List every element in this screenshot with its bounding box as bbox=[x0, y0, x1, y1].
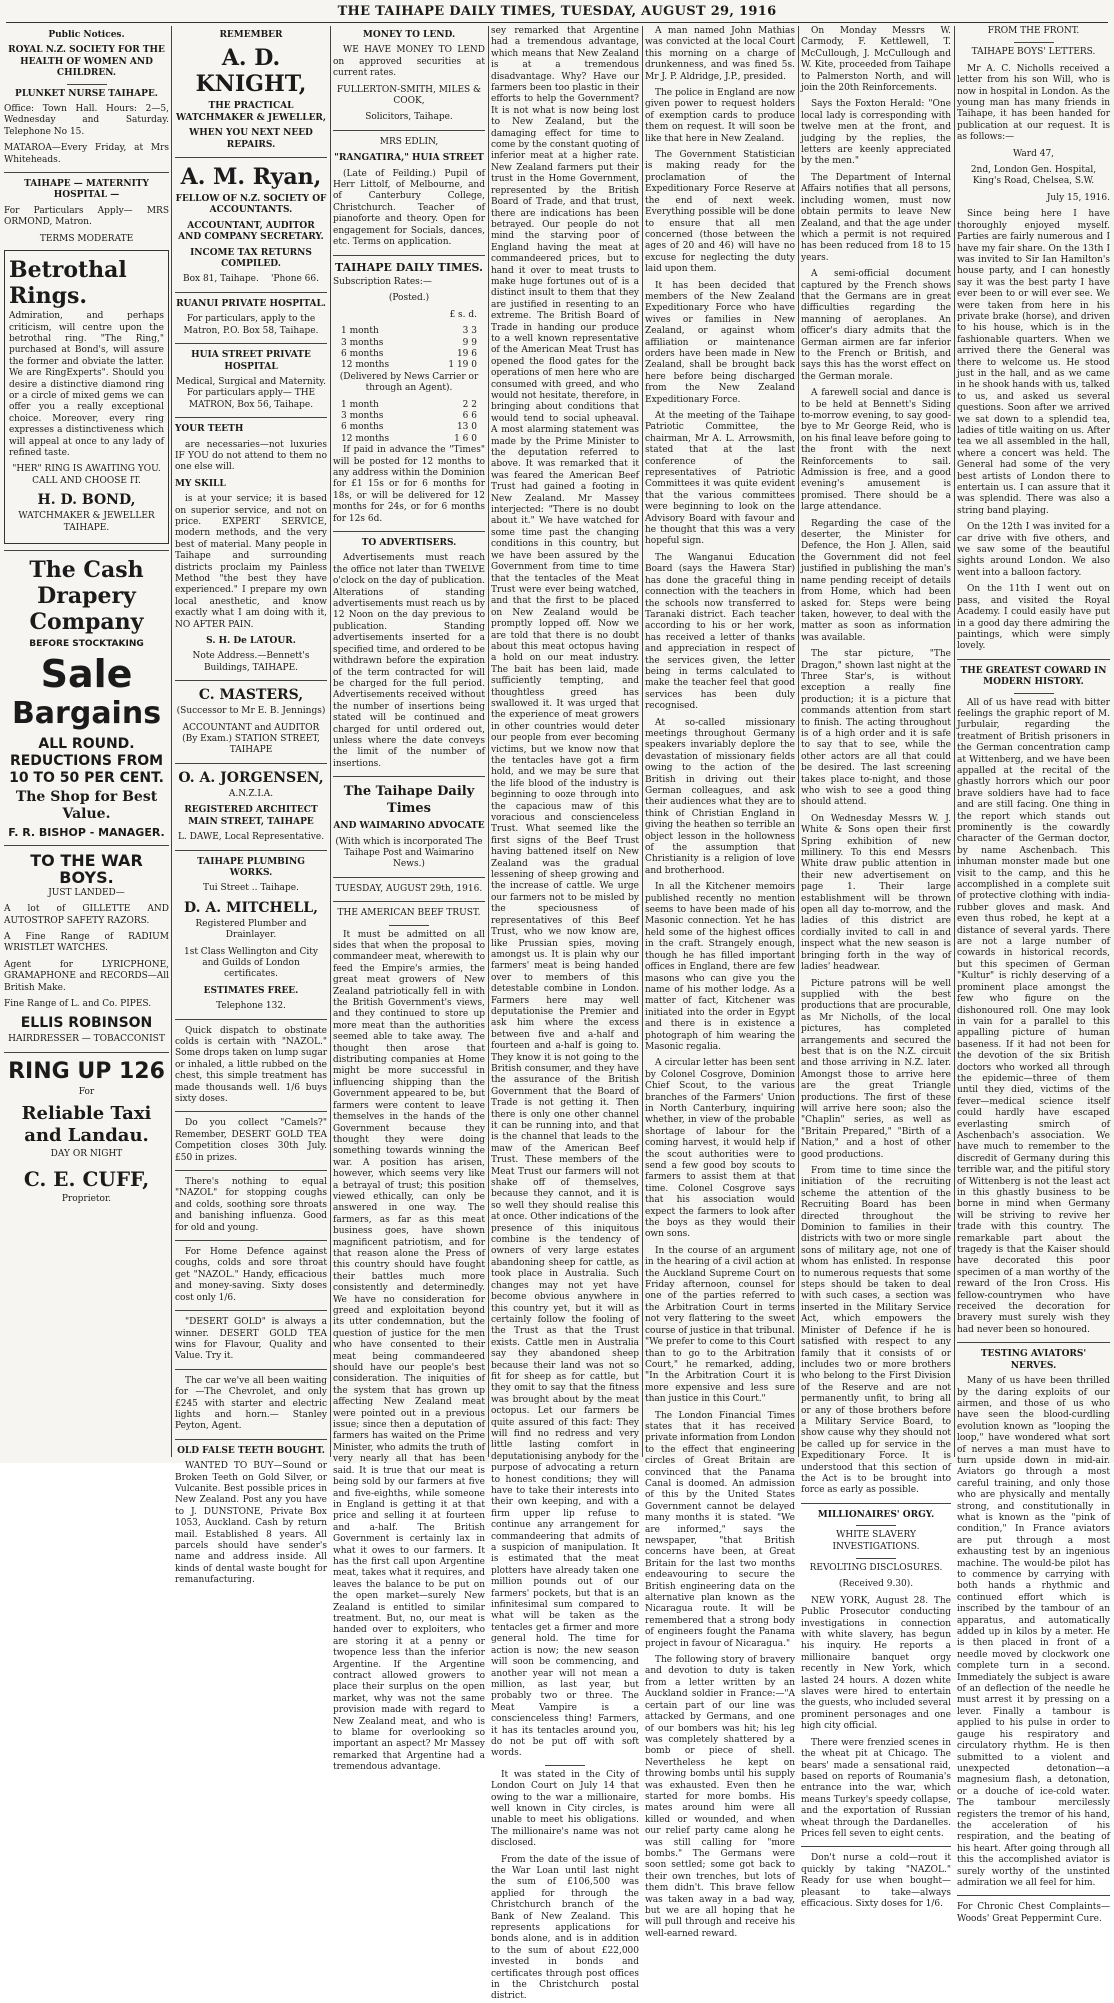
advert-title: Reliable Taxi and Landau. bbox=[21, 1103, 152, 1147]
advert-text: "DESERT GOLD" is always a winner. DESERT GOLD TEA wins for Flavour, Quality and Value. Try it. bbox=[175, 1317, 327, 1362]
advert-text: ALL ROUND. REDUCTIONS FROM 10 TO 50 PER CENT. bbox=[9, 736, 164, 787]
advert-text: FELLOW OF N.Z. SOCIETY OF ACCOUNTANTS. bbox=[175, 194, 327, 216]
notice-text: TERMS MODERATE bbox=[39, 233, 134, 244]
news-item: A farewell social and dance is to be held at Bennett's Siding to-morrow evening, to say good-bye to Mr George Reid, who is on his final leave before going to the front with the next Reinforcements to sail. Admission is free, and a good evening's amusement is promised. There should be a large attendance. bbox=[801, 388, 951, 513]
advert-name: A. D. KNIGHT, bbox=[195, 45, 307, 98]
advert-text: A Fine Range of RADIUM WRISTLET WATCHES. bbox=[4, 932, 169, 954]
article-text: There were frenzied scenes in the wheat pit at Chicago. The bears' made a sensational raid, based on reports of Roumania's entrance into the war, which means Turkey's speedy collapse, and the exportation of Russian wheat through the Dardanelles. Prices fell seven to eight cents. bbox=[801, 1737, 951, 1839]
advert-text: Agent for LYRICPHONE, GRAMAPHONE and RECORDS—All British Make. bbox=[4, 959, 169, 993]
news-item: From the date of the issue of the War Loan until last night the sum of £106,500 was applied for through the Christchurch branch of the Bank of New Zealand. This represents applications for bonds alone, and is in addition to the sum of about £22,000 invested in bonds and certificates through post offices in the Christchurch postal district. bbox=[491, 1854, 639, 2002]
advert-text: BEFORE STOCKTAKING bbox=[29, 639, 144, 649]
news-item: It was stated in the City of London Court on July 14 that owing to the war a millionaire, well known in City circles, is unable to meet his obligations. The millionaire's name was not disclosed. bbox=[491, 1769, 639, 1849]
column-rule bbox=[798, 26, 799, 1457]
news-item: The Wanganui Education Board (says the Hawera Star) has done the graceful thing in connection with the teachers in the schools now transferred to Taranaki district. Each teacher according to his or her work, has received a letter of thanks and appreciation in respect of the services given, the letter being in terms calculated to make the teacher feel that good services has been duly recognised. bbox=[645, 552, 795, 712]
letter-date: July 15, 1916. bbox=[1046, 192, 1110, 203]
news-item: The police in England are now given power to request holders of exemption cards to produce them on request. It will soon be like that here in New Zealand. bbox=[645, 88, 795, 144]
advert-name: C. MASTERS, bbox=[198, 687, 304, 704]
article-heading: THE GREATEST COWARD IN MODERN HISTORY. bbox=[960, 665, 1107, 688]
advert-name: A. M. Ryan, bbox=[180, 164, 322, 191]
advert-text: The car we've all been waiting for —The Chevrolet, and only £245 with starter and electric lights and horn.— Stanley Peyton, Agent. bbox=[175, 1375, 327, 1432]
advert-heading: MY SKILL bbox=[175, 478, 226, 489]
advert-text: Fine Range of L. and Co. PIPES. bbox=[4, 999, 152, 1010]
news-item: A semi-official document captured by the French shows that the Germans are in great difficulties regarding the manning of aeroplanes. An officer's diary admits that the German airmen are far inferior to the French or British, and says this has the worst effect on the German morale. bbox=[801, 269, 951, 382]
advert-name: MRS EDLIN, bbox=[379, 136, 439, 147]
advert-title: Betrothal Rings. bbox=[9, 257, 127, 310]
article-text: Many of us have been thrilled by the daring exploits of our airmen, and those of us who have seen the blood-curdling evolution known as "looping the loop," have wondered what sort of nerves a man must have to turn upside down in mid-air. Aviators go through a most careful training, and only those who are physically and mentally strong, and constitutionally in what is known as the "pink of condition," In France aviators are put through a most exhausting test by an ingenious machine. The would-be pilot has to commence by carrying with both hands a rhythmic and continued effort which is inscribed by the tambour of an apparatus, and automatically added up in kilos by a meter. He is then placed in front of a needle moved by clockwork one complete turn in a second. Immediately the subject is aware of an deflection of the needle he must arrest it by pressing on a lever. Finally a tambour is applied to his pulse in order to gauge his respiratory and circulatory rhythm. He is then submitted to a violent and unexpected detonation—a magnesium flash, a detonation, or a douche of ice-cold water. The tambour mercilessly registers the tremor of his hand, the acceleration of his respiration, and the beating of his heart. After going through all this the accomplished aviator is surely worthy of the unstinted admiration we all feel for him. bbox=[957, 1376, 1110, 1888]
table-row: 6 months 13 0 bbox=[341, 422, 477, 433]
article-subheading: REVOLTING DISCLOSURES. bbox=[809, 1563, 943, 1573]
rates-posted-table bbox=[333, 326, 485, 372]
section-heading: TAIHAPE DAILY TIMES. bbox=[335, 260, 483, 274]
advert-text: Medical, Surgical and Maternity. For particulars apply— THE MATRON, Box 56, Taihape. bbox=[176, 376, 326, 410]
paper-subtitle: AND WAIMARINO ADVOCATE bbox=[333, 821, 485, 832]
advert-text: are necessaries—not luxuries IF YOU do not attend to them no one else will. bbox=[175, 439, 327, 473]
rates-text: If paid in advance the "Times" will be posted for 12 months to any address within the Dominion for £1 15s or for 6 months for 18s, or will be delivered for 12 months for 24s, or for 6 months for 12s 6d. bbox=[333, 445, 485, 524]
advert-text: ACCOUNTANT, AUDITOR AND COMPANY SECRETARY. bbox=[178, 220, 324, 243]
news-item: On Monday Messrs W. Carmody, F. Kettlewell, T. McCullough, J. McCullough and W. Kite, proceeded from Taihape to Palmerston North, and will join the 20th Reinforcements. bbox=[801, 26, 951, 94]
rates-heading: Subscription Rates:— bbox=[333, 276, 432, 287]
paper-title: The Taihape Daily Times bbox=[343, 784, 475, 817]
advert-heading: YOUR TEETH bbox=[175, 424, 244, 435]
advert-heading: MONEY TO LEND. bbox=[362, 30, 456, 40]
rates-heading: (Posted.) bbox=[388, 293, 430, 304]
news-item: A circular letter has been sent by Colonel Cosgrove, Dominion Chief Scout, to the various branches of the Farmers' Union in North Canterbury, inquiring whether, in view of the probable shortage of labour for the coming harvest, it would help if the scout authorities were to send a few good boy scouts to farmers to assist them at that time. Colonel Cosgrove says that his association would expect the farmers to look after the boys as they would their own sons. bbox=[645, 1058, 795, 1240]
article-text: NEW YORK, August 28. The Public Prosecutor conducting investigations in connection with white slavery, has begun his inquiry. He reports a millionaire banquet orgy recently in New York, which lasted 24 hours. A dozen white slaves were hired to entertain the guests, who included several prominent personages and one high city official. bbox=[801, 1595, 951, 1732]
news-item: On Wednesday Messrs W. J. White & Sons open their first Spring exhibition of new millinery. To this end Messrs White draw public attention in their new advertisement on page 1. Their large establishment will be thrown open all day to-morrow, and the ladies of this district are cordially invited to call in and inspect what the new season is bringing forth in the way of ladies' headwear. bbox=[801, 813, 951, 973]
advert-heading: OLD FALSE TEETH BOUGHT. bbox=[177, 1445, 325, 1456]
notice-text: For Particulars Apply— MRS ORMOND, Matron. bbox=[4, 205, 169, 228]
rates-heading: (Delivered by News Carrier or through an Agent). bbox=[339, 371, 479, 394]
article-text: On the 12th I was invited for a car drive with five others, and we saw some of the beautiful sights around London. We also went into a balloon factory. bbox=[957, 522, 1110, 578]
rates-units: £ s. d. bbox=[449, 309, 477, 320]
advert-name: D. A. MITCHELL, bbox=[183, 899, 319, 916]
column-2 bbox=[175, 26, 327, 1586]
body-text: Advertisements must reach the office not later than TWELVE o'clock on the day of publication. Alterations of standing advertisements must reach us by 12 Noon on the day previous to publication. Standing advertisements inserted for a specified time, and ordered to be withdrawn before the expiration of the term contracted for will be charged for the full period. Advertisements received without the number of insertions being stated will be continued and charged for until ordered out, unless where the date conveys the limit of the number of insertions. bbox=[333, 553, 485, 769]
advert-title: TO THE WAR BOYS. bbox=[30, 850, 143, 887]
section-heading: FROM THE FRONT. bbox=[987, 26, 1080, 36]
news-item: The Government Statistician is making ready for the proclamation of the Expeditionary Force Reserve at the end of next week. Everything possible will be done to ensure that all men concerned (those between the ages of 20 and 46) will have no excuse for neglecting the duty laid upon them. bbox=[645, 150, 795, 275]
advert-text: Don't nurse a cold—rout it quickly by taking "NAZOL." Ready for use when bought—pleasant to take—always efficacious. Sixty doses for 1/6. bbox=[801, 1853, 951, 1909]
table-row: 3 months 6 6 bbox=[341, 410, 477, 421]
advert-text: For particulars, apply to the Matron, P.O. Box 58, Taihape. bbox=[183, 314, 319, 336]
news-item: In all the Kitchener memoirs published recently no mention seems to have been made of his Masonic connection. Yet he has held some of the highest offices in the craft. Strangely enough, though he has filled important offices in England, there are few masons who can give you the name of his mother lodge. As a matter of fact, Kitchener was initiated into the order in Egypt and there is in existence a photograph of him wearing the Masonic regalia. bbox=[645, 882, 795, 1052]
advert-text: is at your service; it is based on superior service, and not on price. EXPERT SERVICE, modern methods, and the very best of material. Many people in Taihape and surrounding districts proclaim my Painless Method "the best they have experienced." I prepare my own local anesthetic, and know exactly what I am doing with it, NO AFTER PAIN. bbox=[175, 494, 327, 630]
article-heading: TAIHAPE BOYS' LETTERS. bbox=[971, 47, 1096, 58]
notice-text: MATAROA—Every Friday, at Mrs Whiteheads. bbox=[4, 143, 169, 165]
table-row: 1 month 3 3 bbox=[341, 326, 477, 337]
column-rule bbox=[642, 26, 643, 1457]
news-item: At so-called missionary meetings throughout Germany speakers invariably deplore the devastation of missionary fields owing to the action of the British in driving out their German colleagues, and ask their audiences what they are to think of Christian England in giving the heathen so terrible an object lesson in the hollowness of the assumption that Christianity is a religion of love and brotherhood. bbox=[645, 717, 795, 876]
article-text: Mr A. C. Nicholls received a letter from his son Will, who is now in hospital in London. As the young man has many friends in Taihape, it has been handed for publication at our request. It is as follows:— bbox=[957, 63, 1110, 143]
notice-text: Office: Town Hall. Hours: 2—5, Wednesday and Saturday. Telephone No 15. bbox=[4, 104, 169, 137]
notice-heading: ROYAL N.Z. SOCIETY FOR THE HEALTH OF WOMEN AND CHILDREN. bbox=[8, 45, 165, 79]
advert-text: "HER" RING IS AWAITING YOU. CALL AND CHOOSE IT. bbox=[12, 464, 161, 486]
advert-name: F. R. BISHOP - MANAGER. bbox=[8, 826, 165, 840]
issue-date: TUESDAY, AUGUST 29th, 1916. bbox=[335, 883, 483, 894]
article-text: Since being here I have thoroughly enjoyed myself. Parties are fairly numerous and I have my fair share. On the 13th I was invited to Sir Ian Hamilton's house party, and I can honestly say it was the best party I have ever been to or will ever see. We were taken from here in his private brake (horse), and driven to his house, which is in the fashionable quarters. When we arrived there the General was there to welcome us. He stood just in the hall, and as we came in he shook hands with us, talked to us, and asked us several questions. Soon after we arrived we sat down to a splendid tea, ladies of title waiting on us. After tea we all assembled in the hall, where a concert was held. The General had some of the very best artists of London there to entertain us. I can assure that it was splendid. There was also a string band playing. bbox=[957, 209, 1110, 516]
advert-name: S. H. De LATOUR. bbox=[206, 636, 296, 647]
article-text: On the 11th I went out on pass, and visited the Royal Academy. I could easily have put in a good day there admiring the paintings, which were simply lovely. bbox=[957, 584, 1110, 652]
advert-text: For Chronic Chest Complaints— Woods' Great Peppermint Cure. bbox=[957, 1902, 1110, 1924]
news-item: It has been decided that members of the New Zealand Expeditionary Force who have wives or families in New Zealand, or against whom affiliation or maintenance orders have been made in New Zealand, shall be brought back here before being discharged from the New Zealand Expeditionary Force. bbox=[645, 280, 795, 405]
advert-text: Registered Plumber and Drainlayer. bbox=[195, 918, 307, 941]
advert-contact: Box 81, Taihape. 'Phone 66. bbox=[183, 274, 319, 285]
advert-title: Bargains bbox=[11, 696, 162, 732]
advert-text: WANTED TO BUY—Sound or Broken Teeth on Gold Silver, or Vulcanite. Best possible prices in New Zealand. Post any you have to J. DUNSTONE, Private Box 1053, Auckland. Cash by return mail. Established 8 years. All parcels should have sender's name and address inside. All kinds of dental waste bought for remanufacturing. bbox=[175, 1461, 327, 1586]
letter-address: 2nd, London Gen. Hospital, King's Road, Chelsea, S.W. bbox=[970, 165, 1097, 187]
article-heading: MILLIONAIRES' ORGY. bbox=[817, 1509, 935, 1520]
advert-title: Sale bbox=[40, 652, 133, 697]
article-text: sey remarked that Argentine had a tremendous advantage, which means that New Zealand is at a tremendous disadvantage. Why? Have our farmers been too plastic in their efforts to help the Government? It is not what is now being lost to New Zealand, but the damaging effect for time to come by the constant quoting of inferior meat at a higher rate. New Zealand farmers put their trust in the Home Government, represented by the British Board of Trade, and that trust, there are indications has been betrayed. Our people do not mind the starving poor of England having the meat at commandeered prices, but to hand it over to meat trusts to make huge fortunes out of is a distinct insult to them that they are justified in resenting to an extreme. The British Board of Trade in handing our produce to a well known representative of the American Meat Trust has opened the flood gates for the operations of men here who are consumed with greed, and who would not hesitate, therefore, in bringing about conditions that would tend to social upheaval. A most alarming statement was made by the Prime Minister to the deputation referred to above. It was remarked that it was feared the American Beef Trust had gained a footing in New Zealand. Mr Massey interjected: "There is no doubt about it." We have watched for some time past the changing conditions in this country, but we have been assured by the Government from time to time that the tentacles of the Meat Trust were ever being watched, and that the first to be placed on New Zealand would be promptly lopped off. Now we are told that there is no doubt about this meat octopus having a hold on our meat industry. The bait has been laid, made sufficiently tempting, and thoughtless greed has swallowed it. It was urged that the experience of meat growers in other countries would deter our people from ever becoming victims, but we know now that the tentacles have got a firm hold, and we may be sure that the life blood of the industry is beginning to ooze through into the capacious maw of this voracious and conscienceless Trust. What seemed like the first signs of the Beef Trust having battened itself on New Zealand was the gradual lessening of sheep growing and the increase of cattle. We urge our farmers not to be misled by the speciousness of representatives of this Beef Trust, who we now know are, like Prussian spies, moving amongst us. It is plain why our farmers' meat is being handed over to members of this detestable combine in London. Farmers here may well deputationise the Premier and ask him where the excess between five and a-half and fourteen and a-half is going to. They know it is not going to the British consumer, and they have the assurance of the British Government that the Board of Trade is not getting it. Then there is only one other channel it can be running into, and that is the channel that leads to the maw of the American Beef Trust. These members of the Meat Trust our farmers will not shake off of themselves, because they cannot, and it is so well they should realise this at once. Other indications of the presence of this iniquitous combine is the tendency of owners of very large estates abandoning sheep for cattle, as took place in Australia. Such changes may not yet have become obvious anywhere in this country yet, but it will as certainly follow the fooling of the Trust as that the Trust exists. Cattle men in Australia say they abandoned sheep because their land was not so fit for sheep as for cattle, but they omit to say that the fitness was brought about by the meat octopus. Let our farmers be quite assured of this fact: They will find no redress and very little lasting comfort in deputationising anybody for the purpose of advocating a return to honest conditions; they will have to take their interests into their own keeping, and with a firm upper lip refuse to continue any arrangement for commandeering that admits of a suspicion of manipulation. It is estimated that the meat plotters have already taken one million pounds out of our farmers' pockets, but that is an infinitesimal sum compared to what will be taken as the tentacles get a firmer and more general hold. The time for action is now; the new season will soon be commencing, and another year will not mean a million, as last year, but probably two or three. The Meat Vampire is a conscienceless thing! Farmers, it has its tentacles around you, do not be put off with soft words. bbox=[491, 26, 639, 1759]
advert-text: For bbox=[78, 1086, 95, 1097]
news-item: In the course of an argument in the hearing of a civil action at the Auckland Supreme Court on Friday afternoon, counsel for one of the parties referred to the Arbitration Court in terms not very flattering to the sweet course of justice in that tribunal. "We prefer to come to this Court than to go to the Arbitration Court," he remarked, adding, "In the Arbitration Court it is more expensive and less sure than justice in this Court." bbox=[645, 1245, 795, 1405]
article-text: It must be admitted on all sides that when the proposal to commandeer meat, wherewith to feed the Empire's armies, the great meat growers of New Zealand patriotically fell in with the British Government's views, and they continued to store up more meat than the authorities seemed able to take away. The thought then arose that distributing companies at Home might be more successful in influencing shipping than the Government appeared to be, but farmers were content to leave themselves in the hands of the Government because they thought they were doing something towards winning the war. A position has arisen, however, which seems very like a betrayal of trust; this position viewed ethically, can only be answered in one way. The farmers, as far as this meat business goes, have shown magnificent patriotism, and for that reason alone the Press of this country should have fought their battles much more consistently and determinedly. We have no consideration for greed and exploitation beyond its utter condemnation, but the question of justice for the men who have consented to their meat being commandeered should have our people's best consideration. The iniquities of the system that has grown up affecting New Zealand meat were pointed out in a previous issue; since then a deputation of farmers has waited on the Prime Minister, who admits the truth of very nearly all that has been said. It is true that our meat is being sold by our farmers at five and five-eighths, while someone in England is getting it at that price and selling it at fourteen and a-half. The British Government is certainly lax in what it owes to our farmers. It has the first call upon Argentine meat, takes what it requires, and leaves the balance to be put on the open market—surely New Zealand is entitled to similar treatment. But, no, our meat is handed over to exploiters, who are storing it at a penny or twopence less than the inferior Argentine. If the Argentine contract allowed growers to place their surplus on the open market, why was not the same provision made with regard to New Zealand meat, and who is to blame for overlooking so important an aspect? Mr Massey remarked that Argentine had a tremendous advantage. bbox=[333, 929, 485, 1773]
table-row: 6 months 19 6 bbox=[341, 348, 477, 359]
news-item: The Department of Internal Affairs notifies that all persons, including women, must now obtain permits to leave New Zealand, and that the age under which a permit is not required has been reduced from 18 to 15 years. bbox=[801, 172, 951, 263]
article-heading: THE AMERICAN BEEF TRUST. bbox=[337, 908, 481, 919]
advert-text: Telephone 132. bbox=[216, 1001, 286, 1012]
advert-text: A lot of GILLETTE AND AUTOSTROP SAFETY RAZORS. bbox=[4, 904, 169, 926]
advert-name: FULLERTON-SMITH, MILES & COOK, bbox=[336, 84, 482, 107]
column-rule bbox=[330, 26, 331, 1457]
advert-name: H. D. BOND, bbox=[37, 492, 136, 509]
advert-text: Solicitors, Taihape. bbox=[365, 112, 453, 123]
column-rule bbox=[488, 26, 489, 1457]
advert-text: REMEMBER bbox=[219, 30, 283, 40]
advert-text: WE HAVE MONEY TO LEND on approved securities at current rates. bbox=[333, 45, 485, 79]
news-item: Regarding the case of the deserter, the Minister for Defence, the Hon J. Allen, said the Government did not feel justified in publishing the man's name pending receipt of details from Home, which had been asked for. Steps were being taken, however, to deal with the matter as soon as information was available. bbox=[801, 518, 951, 643]
advert-name: O. A. JORGENSEN, bbox=[178, 769, 324, 786]
article-subheading: WHITE SLAVERY INVESTIGATIONS. bbox=[832, 1530, 920, 1552]
column-rule bbox=[954, 26, 955, 1457]
table-row: 3 months 9 9 bbox=[341, 337, 477, 348]
section-heading: Public Notices. bbox=[48, 30, 125, 40]
advert-text: (Successor to Mr E. B. Jennings) bbox=[176, 706, 326, 717]
advert-text: WHEN YOU NEXT NEED REPAIRS. bbox=[189, 128, 313, 150]
betrothal-advert bbox=[4, 250, 169, 544]
advert-heading: TAIHAPE PLUMBING WORKS. bbox=[197, 856, 305, 878]
advert-text: Do you collect "Camels?" Remember, DESERT GOLD TEA Competition closes 30th July. £50 in prizes. bbox=[175, 1118, 327, 1163]
advert-text: Quick dispatch to obstinate colds is certain with "NAZOL." Some drops taken on lump sugar or inhaled, a little rubbed on the chest, this simple treatment has made thousands well. 1/6 buys sixty doses. bbox=[175, 1025, 327, 1104]
advert-text: (Late of Feilding.) Pupil of Herr Littolf, of Melbourne, and of Canterbury College, Christchurch. Teacher of pianoforte and theory. Open for engagement for Socials, dances, etc. Terms on application. bbox=[333, 168, 485, 248]
advert-name: C. E. CUFF, bbox=[23, 1166, 150, 1191]
letter-address: Ward 47, bbox=[1012, 148, 1055, 159]
advert-text: DAY OR NIGHT bbox=[50, 1149, 123, 1160]
advert-text: Note Address.—Bennett's Buildings, TAIHAPE. bbox=[192, 651, 310, 673]
column-4 bbox=[491, 26, 639, 2002]
table-row: 12 months 1 6 0 bbox=[341, 433, 477, 444]
advert-text: There's nothing to equal "NAZOL" for stopping coughs and colds, soothing sore throats and banishing influenza. Good for old and young. bbox=[175, 1177, 327, 1233]
advert-name: ELLIS ROBINSON bbox=[20, 1015, 153, 1032]
column-5 bbox=[645, 26, 796, 1939]
news-item: Picture patrons will be well supplied with the best productions that are procurable, as Mr Nicholls, of the local pictures, has completed arrangements and secured the best that is on the N.Z. circuit and those arriving in N.Z. later. Amongst those to arrive here are the great Triangle productions. The first of these will arrive here soon; also the "Chaplin" series, as well as "Britain Prepared," "Birth of a Nation," and a host of other good productions. bbox=[801, 978, 951, 1160]
article-text: All of us have read with bitter feelings the graphic report of M. Jurbulair, regarding the treatment of British prisoners in the German concentration camp at Wittenberg, and we have been appalled at the recital of the ghastly horrors which our poor brave soldiers have had to face and are still facing. One thing in the report which stands out prominently is the cowardly character of the German doctor, by name Aschenbach. This inhuman monster made but one visit to the camp, and this he accomplished in a complete suit of protective clothing with india-rubber gloves and mask. And even thus robed, he kept at a distance of several yards. There are not a large number of cowards in historical records, but this specimen of German "Kultur" is richly deserving of a prominent place amongst the few who figure on the dishonoured roll. One may look in vain for a parallel to this appalling picture of human baseness. If it had not been for the devotion of the six British doctors who worked all through the epidemic—three of them until they died, victims of the fever—medical science itself could hardly have escaped everlasting smirch of Aschenbach's association. We have much to remember to the discredit of Germany during this terrible war, and the pitiful story of Wittenberg is not the least act in this ghastly business to be borne in mind when Germany will be striving to revive her trade with this country. The remarkable part about the tragedy is that the Kaiser should have decorated this poor specimen of a man worthy of the reward of the Iron Cross. His fellow-countrymen who have received the decoration for bravery must surely wish they had never been so honoured. bbox=[957, 697, 1110, 1335]
advert-text: A.N.Z.I.A. bbox=[228, 788, 274, 799]
advert-title: RING UP 126 bbox=[8, 1058, 165, 1084]
section-heading: TO ADVERTISERS. bbox=[361, 538, 457, 549]
news-item: The star picture, "The Dragon," shown last night at the Three Star's, is without exception a really fine production; it is a picture that commands attention from start to finish. The acting throughout is of a high order and it is safe to say that to see, while the other actors are all that could be desired. The last screening takes place to-night, and those who wish to see a good thing should attend. bbox=[801, 649, 951, 808]
news-item: The London Financial Times states that it has received private information from London to the effect that engineering circles of Great Britain are convinced that the Panama Canal is doomed. An admission of this by the United States Government cannot be delayed many months it is stated. "We are informed," says the newspaper, "that British concerns have been, at Great Britain for the last two months endeavouring to secure the British engineering data on the alternative plan known as the Nicaragua route. It will be remembered that a strong body of engineers fought the Panama project in favour of Nicaragua." bbox=[645, 1410, 796, 1649]
column-6 bbox=[801, 26, 951, 1909]
advert-title: The Cash Drapery Company bbox=[29, 557, 144, 635]
advert-heading: HUIA STREET PRIVATE HOSPITAL bbox=[191, 350, 311, 372]
advert-text: L. DAWE, Local Representative. bbox=[177, 832, 325, 843]
advert-heading: RUANUI PRIVATE HOSPITAL. bbox=[176, 298, 326, 309]
article-heading: TESTING AVIATORS' NERVES. bbox=[980, 1349, 1087, 1371]
advert-text: JUST LANDED— bbox=[48, 887, 125, 898]
column-rule bbox=[171, 26, 172, 1457]
advert-text: WATCHMAKER & JEWELLER TAIHAPE. bbox=[18, 511, 155, 533]
paper-subtitle: (With which is incorporated The Taihape Post and Waimarino News.) bbox=[335, 836, 483, 870]
advert-text: REGISTERED ARCHITECT MAIN STREET, TAIHAPE bbox=[184, 805, 318, 827]
advert-text: THE PRACTICAL WATCHMAKER & JEWELLER, bbox=[175, 101, 327, 123]
column-1 bbox=[4, 26, 169, 1457]
advert-text: 1st Class Wellington and City and Guilds of London certificates. bbox=[183, 946, 319, 980]
notice-heading: TAIHAPE — MATERNITY HOSPITAL — bbox=[24, 179, 149, 201]
advert-text: For Home Defence against coughs, colds and sore throat get "NAZOL." Handy, efficacious and money-saving. Sixty doses cost only 1/6. bbox=[175, 1247, 327, 1303]
notice-heading: PLUNKET NURSE TAIHAPE. bbox=[15, 88, 158, 99]
advert-text: ACCOUNTANT and AUDITOR (By Exam.) STATION STREET, TAIHAPE bbox=[182, 722, 320, 756]
table-row: 12 months 1 19 0 bbox=[341, 360, 477, 371]
advert-text: "RANGATIRA," HUIA STREET bbox=[334, 153, 484, 164]
advert-text: Admiration, and perhaps criticism, will centre upon the betrothal ring. "The Ring," purchased at Bond's, will assure the former and obviate the latter. We are RingExperts". Should you desire a distinctive diamond ring or a circle of mixed gems we can offer you a really exceptional choice. Moreover, every ring expresses a distinctiveness which will appeal at once to any lady of refined taste. bbox=[9, 311, 164, 458]
column-3 bbox=[333, 26, 485, 1773]
news-item: At the meeting of the Taihape Patriotic Committee, the chairman, Mr A. L. Arrowsmith, stated that at the last conference of the representatives of Patriotic Committees it was quite evident that the various committees were beginning to look on the Advisory Board with favour and he thought that this was a very hopeful sign. bbox=[645, 411, 795, 547]
advert-text: Tui Street .. Taihape. bbox=[203, 883, 299, 894]
advert-text: ESTIMATES FREE. bbox=[203, 985, 299, 996]
news-item: A man named John Mathias was convicted at the local Court this morning on a charge of drunkenness, and was fined 5s. Mr J. P. Aldridge, J.P., presided. bbox=[645, 26, 795, 82]
news-item: Says the Foxton Herald: "One local lady is corresponding with twelve men at the front, and judging by the replies, the letters are keenly appreciated by the men." bbox=[801, 99, 951, 167]
news-item: From time to time since the initiation of the recruiting scheme the attention of the Recruiting Board has been directed throughout the Dominion to families in their districts with two or more single sons of military age, not one of whom has enlisted. In response to numerous requests that some steps should be taken to deal with such cases, a section was inserted in the Military Service Act, which empowers the Minister of Defence if he is satisfied with respect to any family that it consists of or includes two or more brothers who belong to the First Division of the Reserve and are not permanently unfit, to bring all or any of those brothers before a Military Service Board, to show cause why they should not be called up for service in the Expeditionary Force. It is understood that this section of the Act is to be brought into force as early as possible. bbox=[801, 1166, 951, 1496]
masthead: THE TAIHAPE DAILY TIMES, TUESDAY, AUGUST 29, 1916 bbox=[337, 4, 777, 19]
masthead-rule bbox=[6, 22, 1108, 23]
advert-text: The Shop for Best Value. bbox=[15, 789, 158, 823]
advert-text: Proprietor. bbox=[61, 1193, 112, 1204]
advert-text: HAIRDRESSER — TOBACCONIST bbox=[8, 1034, 165, 1045]
article-received: (Received 9.30). bbox=[838, 1579, 914, 1590]
column-7 bbox=[957, 26, 1110, 1924]
advert-text: INCOME TAX RETURNS COMPILED. bbox=[190, 247, 312, 270]
rates-delivered-table bbox=[333, 400, 485, 446]
news-item: The following story of bravery and devotion to duty is taken from a letter written by an Auckland soldier in France:—"A certain part of our line was attacked by Germans, and one of our bombers was hit; his leg was completely shattered by a bomb or piece of shell. Nevertheless he kept on throwing bombs until his supply was exhausted. Even then he started for more bombs. His mates around him were all killed or wounded, and when our relief party came along he was still calling for "more bombs." The Germans were soon settled; some got back to their own trenches, but lots of them didn't. This brave fellow was taken away in a bad way, but we are all hoping that he will pull through and receive his well-earned reward. bbox=[645, 1655, 795, 1939]
table-row: 1 month 2 2 bbox=[341, 399, 477, 410]
